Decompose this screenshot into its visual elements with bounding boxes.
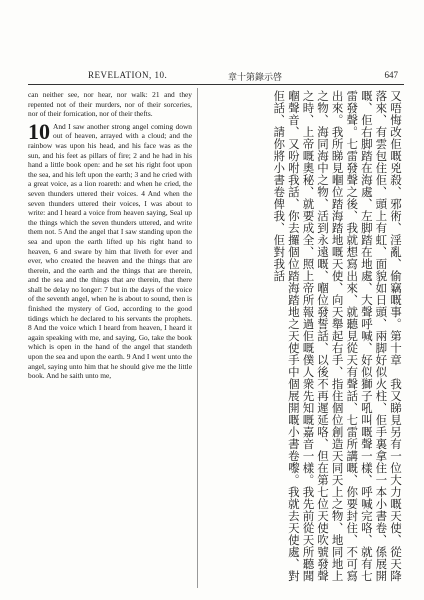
running-header: [28, 70, 404, 82]
english-chapter-body: And I saw another strong angel coming down out of heaven, arrayed with a cloud; and the rainbow was upon his head, and his face was as the sun, and his feet as pillars of fire; 2 and he had in his hand a little book open: and he set his right foot upon the sea, and his left upon the earth; 3 and he cried with a great voice, as a lion roareth: and when he cried, the seven thunders uttered their voices. 4 And when the seven thunders uttered their voices, I was about to write: and I heard a voice from heaven saying, Seal up the things which the seven thunders uttered, and write them not. 5 And the angel that I saw standing upon the sea and upon the earth lifted up his right hand to heaven, 6 and sware by him that liveth for ever and ever, who created the heaven and the things that are therein, and the earth and the things that are therein, and the sea and the things that are therein, that there shall be delay no longer: 7 but in the days of the voice of the seventh angel, when he is about to sound, then is finished the mystery of God, according to the good tidings which he declared to his servants the prophets. 8 And the voice which I heard from heaven, I heard it again speaking with me, and saying, Go, take the book which is open in the hand of the angel that standeth upon the sea and upon the earth. 9 And I went unto the angel, saying unto him that he should give me the little book. And he saith unto me,: [28, 121, 192, 381]
chinese-text: 又唔悔改佢嘅兇殺、邪術、淫亂、偷竊嘅事。第十章 我又睇見另有一位大力嘅天使、從天降落來、有雲包住佢、頭上有虹、面貌如日頭、兩脚好似火柱、佢手裏拿住一本小書卷、係展開嘅、佢右脚踏在海處、左脚踏在地處、大聲呼喊、好似獅子吼叫嘅聲一樣、呼喊完咯、就有七雷發聲。七雷發聲之後、我就想寫出來、就聽見從天有聲話、七雷所講嘅、你要封住、不可寫出來。我所睇見嗰位踏海踏地嘅天使、向天舉起右手、指住個位創造天同天上之物、地同地上之物、海同海中之物、活到永遠嘅、嗰位發誓話、以後不再遲延咯、但在第七位天使吹號發聲之時、上帝嘅奧秘、就要成全、照上帝所報過佢嘅僕人衆先知嘅嘉音一樣。我先前從天所聽聞嗰聲音、又吩咐我話、你去攞個位踏海踏地之天使手中個展開嘅小書卷嚟。我就去天使處、對佢話、請你將小書卷俾我、佢對我話: [272, 90, 403, 582]
header-rule: [28, 84, 404, 85]
page-number: 647: [384, 70, 398, 80]
english-column: [28, 90, 192, 590]
chinese-column: [203, 90, 403, 590]
chapter-number: 10: [28, 118, 50, 144]
header-title-chinese: 章十第錄示啓: [228, 73, 283, 83]
header-title-english: REVELATION, 10.: [88, 70, 168, 80]
column-divider: [197, 88, 198, 588]
english-continuation: can neither see, nor hear, nor walk: 21 and they repented not of their murders, nor of their sorceries, nor of their fornication, nor of their thefts.: [28, 90, 192, 119]
